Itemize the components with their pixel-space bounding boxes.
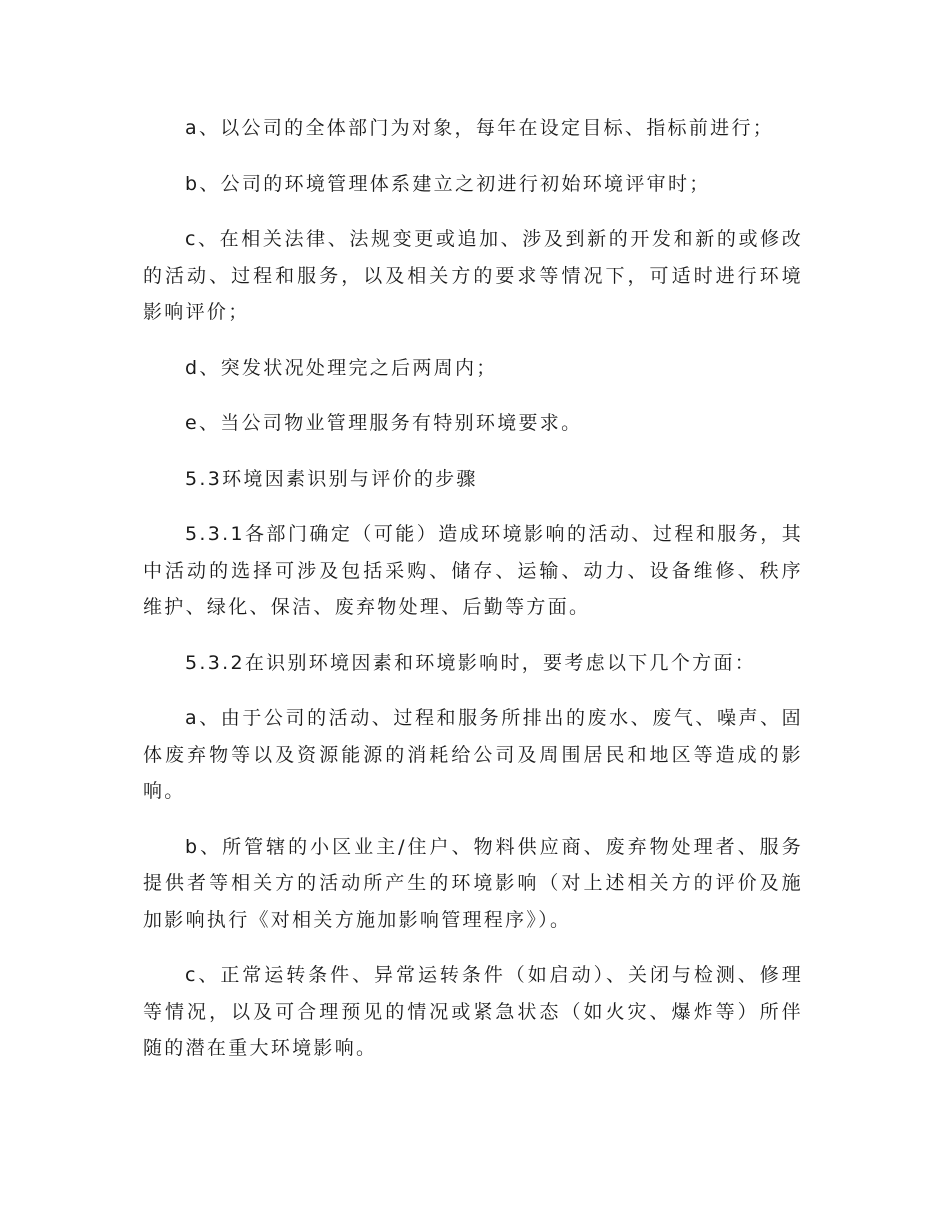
paragraph-a-scope: a、以公司的全体部门为对象，每年在设定目标、指标前进行； <box>185 117 775 139</box>
paragraph-c-legal-changes: c、在相关法律、法规变更或追加、涉及到新的开发和新的或修改的活动、过程和服务，以及相关方的要求等情况下，可适时进行环境影响评价； <box>143 228 803 323</box>
paragraph-5-3-1: 5.3.1各部门确定（可能）造成环境影响的活动、过程和服务，其中活动的选择可涉及包括采购、储存、运输、动力、设备维修、秩序维护、绿化、保洁、废弃物处理、后勤等方面。 <box>143 523 803 618</box>
paragraph-c-operating-conditions: c、正常运转条件、异常运转条件（如启动）、关闭与检测、修理等情况，以及可合理预见的情况或紧急状态（如火灾、爆炸等）所伴随的潜在重大环境影响。 <box>143 964 803 1059</box>
document-body <box>143 110 803 1086</box>
paragraph-5-3-2: 5.3.2在识别环境因素和环境影响时，要考虑以下几个方面： <box>185 651 757 674</box>
paragraph-d-emergency: d、突发状况处理完之后两周内； <box>185 356 498 379</box>
paragraph-b-initial-review: b、公司的环境管理体系建立之初进行初始环境评审时； <box>185 172 711 195</box>
section-heading-5-3: 5.3环境因素识别与评价的步骤 <box>185 467 478 490</box>
paragraph-b-related-parties: b、所管辖的小区业主/住户、物料供应商、废弃物处理者、服务提供者等相关方的活动所产生的环境影响（对上述相关方的评价及施加影响执行《对相关方施加影响管理程序》）。 <box>143 835 803 931</box>
paragraph-e-special-requirements: e、当公司物业管理服务有特别环境要求。 <box>185 412 583 434</box>
paragraph-a-emissions: a、由于公司的活动、过程和服务所排出的废水、废气、噪声、固体废弃物等以及资源能源的消耗给公司及周围居民和地区等造成的影响。 <box>143 707 803 802</box>
